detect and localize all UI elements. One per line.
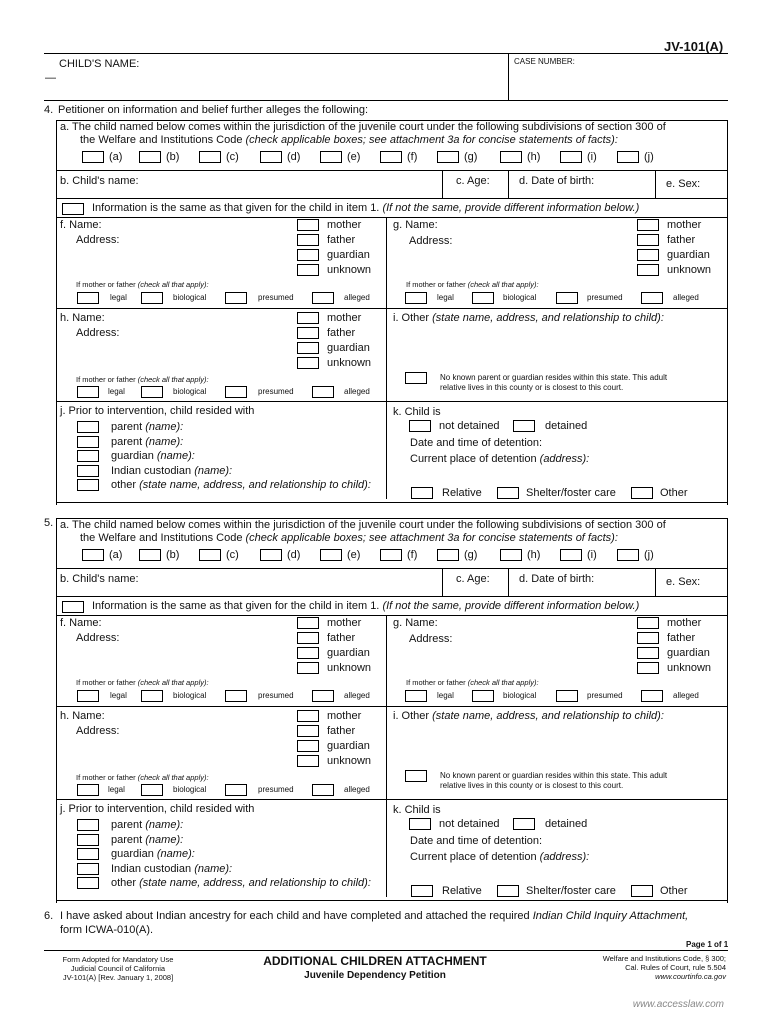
item5-a-line2: the Welfare and Institutions Code (check applicable boxes; see attachment 3a for concise statements of facts): [80, 532, 618, 544]
item4-j-option-2-checkbox[interactable] [77, 450, 99, 462]
item4-g-parent-label: legal [437, 293, 454, 302]
item5-f-parent-presumed-checkbox[interactable] [225, 690, 247, 702]
item4-a-line2: the Welfare and Institutions Code (check applicable boxes; see attachment 3a for concise statements of facts): [80, 134, 618, 146]
item5-g-parent-biological-checkbox[interactable] [472, 690, 494, 702]
item4-f-if-parent: If mother or father (check all that apply): [76, 280, 209, 289]
item5-a-line1: a. The child named below comes within the jurisdiction of the juvenile court under the following subdivisions of section 300 of [60, 519, 666, 531]
header-top-rule [44, 53, 728, 54]
item4-j-option-label: parent (name): [111, 435, 184, 448]
item5-left-border [56, 518, 57, 903]
item4-subdivision-label: (g) [464, 151, 478, 163]
item6-number: 6. [44, 910, 54, 922]
item5-subdivision-label: (d) [287, 549, 301, 561]
item5-h-if-parent: If mother or father (check all that apply): [76, 773, 209, 782]
footer-right-1: Welfare and Institutions Code, § 300; [602, 954, 726, 963]
item4-h-role-label: unknown [327, 357, 372, 369]
item4-no-known-parent-1: No known parent or guardian resides within this state. This adult [440, 373, 668, 382]
item5-k-label: k. Child is [393, 804, 441, 816]
item4-h-parent-biological-checkbox[interactable] [141, 386, 163, 398]
item4-f-role-father-checkbox[interactable] [297, 234, 319, 246]
item4-g-role-label: guardian [667, 249, 710, 261]
item4-j-option-0-checkbox[interactable] [77, 421, 99, 433]
item5-g-role-label: unknown [667, 662, 712, 674]
item4-h-role-unknown-checkbox[interactable] [297, 357, 319, 369]
item4-f-parent-alleged-checkbox[interactable] [312, 292, 334, 304]
item4-f-role-label: guardian [327, 249, 370, 261]
item4-j-option-label: parent (name): [111, 421, 184, 433]
footer-left-2: Judicial Council of California [70, 964, 166, 973]
item4-mid-divider [386, 217, 387, 499]
item4-g-address-label: Address: [409, 235, 453, 247]
item4-not-detained-checkbox[interactable] [409, 420, 431, 432]
item4-subdivision-label: (d) [287, 151, 301, 163]
item5-j-option-4-checkbox[interactable] [77, 877, 99, 889]
item5-detained-checkbox[interactable] [513, 818, 535, 830]
item5-subdivision-label: (g) [464, 549, 478, 561]
item4-h-if-parent: If mother or father (check all that apply): [76, 375, 209, 384]
item4-h-address-label: Address: [76, 327, 120, 339]
item5-f-role-unknown-checkbox[interactable] [297, 662, 319, 674]
item4-dob-label: d. Date of birth: [519, 175, 595, 187]
item5-rule-c [56, 615, 727, 616]
item4-h-role-father-checkbox[interactable] [297, 327, 319, 339]
item4-h-parent-legal-checkbox[interactable] [77, 386, 99, 398]
item5-no-known-parent-checkbox[interactable] [405, 770, 427, 782]
item5-j-option-3-checkbox[interactable] [77, 863, 99, 875]
item5-h-parent-alleged-checkbox[interactable] [312, 784, 334, 796]
item4-subdivision-2-checkbox[interactable] [199, 151, 221, 163]
item5-g-if-parent: If mother or father (check all that apply): [406, 678, 539, 687]
item5-no-known-parent-2: relative lives in this county or is closest to this court. [440, 781, 624, 790]
footer-title: ADDITIONAL CHILDREN ATTACHMENT [263, 954, 487, 968]
item4-g-role-unknown-checkbox[interactable] [637, 264, 659, 276]
item4-g-if-parent: If mother or father (check all that apply): [406, 280, 539, 289]
item4-placement-label: Other [660, 487, 688, 499]
item5-g-address-label: Address: [409, 633, 453, 645]
item5-j-option-label: other (state name, address, and relationship to child): [111, 877, 371, 889]
item5-f-role-label: unknown [327, 662, 372, 674]
item5-h-role-father-checkbox[interactable] [297, 725, 319, 737]
item5-subdivision-label: (i) [587, 549, 597, 561]
item5-h-role-label: unknown [327, 755, 372, 767]
item4-div-e [655, 170, 656, 198]
item5-placement-label: Other [660, 885, 688, 897]
item5-detained-label: detained [545, 818, 588, 830]
form-id: JV-101(A) [664, 39, 724, 54]
item5-g-role-mother-checkbox[interactable] [637, 617, 659, 629]
item4-g-name-label: g. Name: [393, 219, 438, 231]
item5-f-if-parent: If mother or father (check all that apply): [76, 678, 209, 687]
item5-subdivision-8-checkbox[interactable] [560, 549, 582, 561]
item4-f-parent-legal-checkbox[interactable] [77, 292, 99, 304]
item4-g-parent-presumed-checkbox[interactable] [556, 292, 578, 304]
item5-childs-name-label: b. Child's name: [60, 573, 139, 585]
item5-h-address-label: Address: [76, 725, 120, 737]
item5-h-parent-label: alleged [344, 785, 370, 794]
item4-subdivision-7-checkbox[interactable] [500, 151, 522, 163]
item5-age-label: c. Age: [456, 573, 490, 585]
item5-rule-b [56, 596, 727, 597]
item4-subdivision-label: (h) [527, 151, 541, 163]
item5-f-role-mother-checkbox[interactable] [297, 617, 319, 629]
item4-subdivision-label: (b) [166, 151, 180, 163]
item5-j-label: j. Prior to intervention, child resided with [60, 803, 255, 815]
item5-g-role-label: mother [667, 617, 702, 629]
item5-sex-label: e. Sex: [666, 576, 701, 588]
item4-rule-e [56, 401, 727, 402]
item4-number: 4. [44, 104, 54, 116]
item4-placement-0-checkbox[interactable] [411, 487, 433, 499]
item5-f-role-label: father [327, 632, 356, 644]
item4-subdivision-label: (f) [407, 151, 418, 163]
item5-g-parent-legal-checkbox[interactable] [405, 690, 427, 702]
item4-j-label: j. Prior to intervention, child resided with [60, 405, 255, 417]
item5-g-role-label: father [667, 632, 696, 644]
item5-h-parent-label: legal [108, 785, 125, 794]
item5-f-address-label: Address: [76, 632, 120, 644]
item4-not-detained-label: not detained [439, 420, 500, 432]
item5-f-parent-label: legal [110, 691, 127, 700]
item4-h-parent-alleged-checkbox[interactable] [312, 386, 334, 398]
item4-subdivision-label: (c) [226, 151, 239, 163]
item5-g-role-unknown-checkbox[interactable] [637, 662, 659, 674]
item5-h-role-unknown-checkbox[interactable] [297, 755, 319, 767]
item5-h-parent-legal-checkbox[interactable] [77, 784, 99, 796]
item4-g-parent-label: biological [503, 293, 537, 302]
item4-f-name-label: f. Name: [60, 219, 102, 231]
item5-h-parent-label: biological [173, 785, 207, 794]
item4-f-parent-biological-checkbox[interactable] [141, 292, 163, 304]
item4-subdivision-9-checkbox[interactable] [617, 151, 639, 163]
item5-j-option-0-checkbox[interactable] [77, 819, 99, 831]
item5-subdivision-label: (f) [407, 549, 418, 561]
item5-g-parent-label: alleged [673, 691, 699, 700]
item5-rule-d [56, 706, 727, 707]
item5-div-d [508, 568, 509, 596]
item4-j-option-3-checkbox[interactable] [77, 465, 99, 477]
item4-g-role-label: unknown [667, 264, 712, 276]
item5-div-c [442, 568, 443, 596]
item4-subdivision-label: (j) [644, 151, 654, 163]
item5-right-border [727, 518, 728, 903]
item4-g-role-guardian-checkbox[interactable] [637, 249, 659, 261]
item4-h-name-label: h. Name: [60, 312, 105, 324]
item4-f-role-mother-checkbox[interactable] [297, 219, 319, 231]
item4-h-parent-label: biological [173, 387, 207, 396]
item5-subdivision-9-checkbox[interactable] [617, 549, 639, 561]
item5-g-parent-presumed-checkbox[interactable] [556, 690, 578, 702]
item5-f-parent-label: alleged [344, 691, 370, 700]
item5-subdivision-1-checkbox[interactable] [139, 549, 161, 561]
item4-div-c [442, 170, 443, 198]
item4-no-known-parent-checkbox[interactable] [405, 372, 427, 384]
item4-rule-d [56, 308, 727, 309]
item4-f-role-label: mother [327, 219, 362, 231]
header-divider [508, 53, 509, 100]
item5-f-parent-alleged-checkbox[interactable] [312, 690, 334, 702]
item5-subdivision-5-checkbox[interactable] [380, 549, 402, 561]
item4-rule-a [56, 170, 727, 171]
item4-h-parent-label: alleged [344, 387, 370, 396]
item5-subdivision-label: (j) [644, 549, 654, 561]
item5-f-parent-legal-checkbox[interactable] [77, 690, 99, 702]
header-dash: — [45, 72, 56, 84]
item5-j-option-2-checkbox[interactable] [77, 848, 99, 860]
item5-j-option-1-checkbox[interactable] [77, 834, 99, 846]
item4-subdivision-6-checkbox[interactable] [437, 151, 459, 163]
item5-h-parent-presumed-checkbox[interactable] [225, 784, 247, 796]
item4-g-role-father-checkbox[interactable] [637, 234, 659, 246]
item4-rule-b [56, 198, 727, 199]
item5-subdivision-2-checkbox[interactable] [199, 549, 221, 561]
item5-rule-e [56, 799, 727, 800]
item4-f-role-unknown-checkbox[interactable] [297, 264, 319, 276]
item4-g-parent-alleged-checkbox[interactable] [641, 292, 663, 304]
item4-subdivision-3-checkbox[interactable] [260, 151, 282, 163]
item4-f-address-label: Address: [76, 234, 120, 246]
item4-childs-name-label: b. Child's name: [60, 175, 139, 187]
item4-h-parent-presumed-checkbox[interactable] [225, 386, 247, 398]
item5-f-role-father-checkbox[interactable] [297, 632, 319, 644]
item4-f-parent-label: biological [173, 293, 207, 302]
item5-subdivision-0-checkbox[interactable] [82, 549, 104, 561]
item4-date-time-detention: Date and time of detention: [410, 437, 543, 449]
item4-same-info-checkbox[interactable] [62, 203, 84, 215]
item4-g-role-mother-checkbox[interactable] [637, 219, 659, 231]
item4-g-role-label: father [667, 234, 696, 246]
item4-f-parent-label: legal [110, 293, 127, 302]
item5-rule-a [56, 568, 727, 569]
item5-f-parent-biological-checkbox[interactable] [141, 690, 163, 702]
footer-left-3: JV-101(A) [Rev. January 1, 2008] [62, 973, 174, 982]
item4-g-parent-legal-checkbox[interactable] [405, 292, 427, 304]
item4-h-parent-label: legal [108, 387, 125, 396]
item4-j-option-label: other (state name, address, and relationship to child): [111, 479, 371, 491]
item5-placement-1-checkbox[interactable] [497, 885, 519, 897]
item5-h-role-mother-checkbox[interactable] [297, 710, 319, 722]
item4-no-known-parent-2: relative lives in this county or is closest to this court. [440, 383, 624, 392]
item4-age-label: c. Age: [456, 175, 490, 187]
item4-subdivision-label: (a) [109, 151, 123, 163]
item5-f-role-guardian-checkbox[interactable] [297, 647, 319, 659]
item4-g-role-label: mother [667, 219, 702, 231]
page-number: Page 1 of 1 [686, 940, 729, 949]
item4-subdivision-label: (i) [587, 151, 597, 163]
item5-j-option-label: guardian (name): [111, 848, 195, 860]
item5-g-parent-alleged-checkbox[interactable] [641, 690, 663, 702]
item4-h-role-label: guardian [327, 342, 370, 354]
item4-subdivision-8-checkbox[interactable] [560, 151, 582, 163]
item5-subdivision-label: (e) [347, 549, 361, 561]
item5-h-role-label: mother [327, 710, 362, 722]
item4-h-role-mother-checkbox[interactable] [297, 312, 319, 324]
item4-f-parent-label: alleged [344, 293, 370, 302]
item4-subdivision-0-checkbox[interactable] [82, 151, 104, 163]
item4-detained-checkbox[interactable] [513, 420, 535, 432]
item5-same-info-checkbox[interactable] [62, 601, 84, 613]
item5-g-role-label: guardian [667, 647, 710, 659]
item4-h-role-guardian-checkbox[interactable] [297, 342, 319, 354]
item4-subdivision-4-checkbox[interactable] [320, 151, 342, 163]
item5-subdivision-4-checkbox[interactable] [320, 549, 342, 561]
item5-g-parent-label: presumed [587, 691, 623, 700]
childs-name-label: CHILD'S NAME: [59, 58, 140, 70]
item4-j-option-label: Indian custodian (name): [111, 464, 233, 477]
footer-right-3[interactable]: www.courtinfo.ca.gov [655, 972, 726, 981]
item5-subdivision-label: (a) [109, 549, 123, 561]
item5-number: 5. [44, 517, 54, 529]
item4-subdivision-1-checkbox[interactable] [139, 151, 161, 163]
item4-f-role-guardian-checkbox[interactable] [297, 249, 319, 261]
item4-same-info-text: Information is the same as that given for the child in item 1. (If not the same, provide different information below.) [92, 202, 640, 214]
item5-h-parent-label: presumed [258, 785, 294, 794]
item5-f-parent-label: biological [173, 691, 207, 700]
item4-subdivision-5-checkbox[interactable] [380, 151, 402, 163]
item5-subdivision-7-checkbox[interactable] [500, 549, 522, 561]
item6-line1: I have asked about Indian ancestry for each child and have completed and attached the required Indian Child Inquiry Attachment, [60, 910, 689, 922]
item4-intro: Petitioner on information and belief further alleges the following: [58, 104, 369, 116]
item5-h-parent-biological-checkbox[interactable] [141, 784, 163, 796]
watermark: www.accesslaw.com [632, 999, 724, 1010]
item4-right-border [727, 120, 728, 505]
item5-g-role-guardian-checkbox[interactable] [637, 647, 659, 659]
item5-i-other-label: i. Other (state name, address, and relationship to child): [393, 710, 664, 722]
item4-placement-label: Shelter/foster care [526, 487, 616, 499]
item4-g-parent-biological-checkbox[interactable] [472, 292, 494, 304]
case-number-label: CASE NUMBER: [514, 57, 575, 66]
item4-j-option-1-checkbox[interactable] [77, 436, 99, 448]
item4-placement-label: Relative [442, 487, 482, 499]
item4-k-label: k. Child is [393, 406, 441, 418]
footer-rule [44, 950, 728, 951]
item4-sex-label: e. Sex: [666, 178, 701, 190]
item4-j-option-4-checkbox[interactable] [77, 479, 99, 491]
item5-j-option-label: parent (name): [111, 819, 184, 831]
header-bottom-rule [44, 100, 728, 101]
item4-left-border [56, 120, 57, 505]
footer-left-1: Form Adopted for Mandatory Use [62, 955, 174, 964]
item5-placement-label: Relative [442, 885, 482, 897]
item4-f-parent-label: presumed [258, 293, 294, 302]
item5-placement-label: Shelter/foster care [526, 885, 616, 897]
item5-subdivision-3-checkbox[interactable] [260, 549, 282, 561]
item5-j-option-label: parent (name): [111, 833, 184, 846]
item5-h-role-guardian-checkbox[interactable] [297, 740, 319, 752]
item5-not-detained-checkbox[interactable] [409, 818, 431, 830]
item5-g-name-label: g. Name: [393, 617, 438, 629]
item5-mid-divider [386, 615, 387, 897]
item5-h-role-label: father [327, 725, 356, 737]
item5-f-role-label: mother [327, 617, 362, 629]
item4-a-line1: a. The child named below comes within the jurisdiction of the juvenile court under the following subdivisions of section 300 of [60, 121, 666, 133]
item4-bottom-border [56, 502, 727, 503]
item4-placement-1-checkbox[interactable] [497, 487, 519, 499]
item4-placement-2-checkbox[interactable] [631, 487, 653, 499]
item4-h-parent-label: presumed [258, 387, 294, 396]
item5-subdivision-label: (c) [226, 549, 239, 561]
item4-h-role-label: father [327, 327, 356, 339]
item5-h-role-label: guardian [327, 740, 370, 752]
item5-j-option-label: Indian custodian (name): [111, 862, 233, 875]
item4-h-role-label: mother [327, 312, 362, 324]
footer-subtitle: Juvenile Dependency Petition [304, 970, 446, 981]
item5-place-detention: Current place of detention (address): [410, 851, 590, 863]
item4-div-d [508, 170, 509, 198]
item5-date-time-detention: Date and time of detention: [410, 835, 543, 847]
item4-i-other-label: i. Other (state name, address, and relationship to child): [393, 312, 664, 324]
item5-not-detained-label: not detained [439, 818, 500, 830]
item5-bottom-border [56, 900, 727, 901]
item5-g-role-father-checkbox[interactable] [637, 632, 659, 644]
item5-placement-0-checkbox[interactable] [411, 885, 433, 897]
item5-subdivision-label: (b) [166, 549, 180, 561]
item4-f-parent-presumed-checkbox[interactable] [225, 292, 247, 304]
item4-place-detention: Current place of detention (address): [410, 453, 590, 465]
item5-f-role-label: guardian [327, 647, 370, 659]
item5-no-known-parent-1: No known parent or guardian resides within this state. This adult [440, 771, 668, 780]
item4-g-parent-label: presumed [587, 293, 623, 302]
item5-div-e [655, 568, 656, 596]
item4-g-parent-label: alleged [673, 293, 699, 302]
item5-dob-label: d. Date of birth: [519, 573, 595, 585]
item4-f-role-label: father [327, 234, 356, 246]
item6-line2: form ICWA-010(A). [60, 924, 154, 936]
item5-g-parent-label: biological [503, 691, 537, 700]
item5-f-name-label: f. Name: [60, 617, 102, 629]
footer-right-2: Cal. Rules of Court, rule 5.504 [625, 963, 726, 972]
item4-rule-c [56, 217, 727, 218]
item5-g-parent-label: legal [437, 691, 454, 700]
item5-same-info-text: Information is the same as that given for the child in item 1. (If not the same, provide different information below.) [92, 600, 640, 612]
item4-f-role-label: unknown [327, 264, 372, 276]
item4-j-option-label: guardian (name): [111, 450, 195, 462]
item5-f-parent-label: presumed [258, 691, 294, 700]
item5-h-name-label: h. Name: [60, 710, 105, 722]
item5-subdivision-6-checkbox[interactable] [437, 549, 459, 561]
item4-subdivision-label: (e) [347, 151, 361, 163]
item4-detained-label: detained [545, 420, 588, 432]
item5-placement-2-checkbox[interactable] [631, 885, 653, 897]
item5-subdivision-label: (h) [527, 549, 541, 561]
